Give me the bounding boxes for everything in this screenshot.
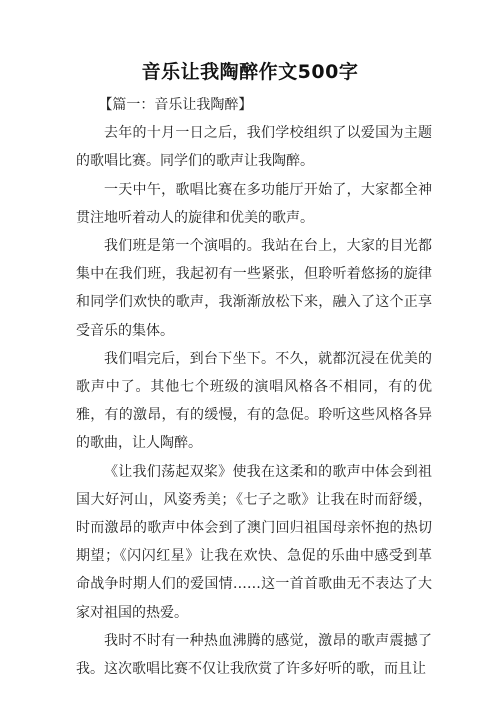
section-heading: 【篇一：音乐让我陶醉】 <box>98 97 253 113</box>
paragraph-3: 我们班是第一个演唱的。我站在台上，大家的目光都集中在我们班，我起初有一些紧张，但聆听着悠扬的旋律和同学们欢快的歌声，我渐渐放松下来，融入了这个正享受音乐的集体。 <box>76 238 432 339</box>
paragraph-5: 《让我们荡起双桨》使我在这柔和的歌声中体会到祖国大好河山，风姿秀美；《七子之歌》让我在时而舒缓，时而激昂的歌声中体会到了澳门回归祖国母亲怀抱的热切期望；《闪闪红星》让我在欢快、急促的乐曲中感受到革命战争时期人们的爱国情……这一首首歌曲无不表达了大家对祖国的热爱。 <box>76 463 432 621</box>
paragraph-1: 去年的十月一日之后，我们学校组织了以爱国为主题的歌唱比赛。同学们的歌声让我陶醉。 <box>76 125 432 170</box>
paragraph-4: 我们唱完后，到台下坐下。不久，就都沉浸在优美的歌声中了。其他七个班级的演唱风格各不相同，有的优雅，有的激昂，有的缓慢，有的急促。聆听这些风格各异的歌曲，让人陶醉。 <box>76 350 432 452</box>
paragraph-2: 一天中午，歌唱比赛在多功能厅开始了，大家都全神贯注地听着动人的旋律和优美的歌声。 <box>76 181 432 226</box>
paragraph-6: 我时不时有一种热血沸腾的感觉，激昂的歌声震撼了我。这次歌唱比赛不仅让我欣赏了许多好听的歌，而且让 <box>76 632 432 678</box>
essay-body <box>76 91 432 683</box>
document-title: 音乐让我陶醉作文500字 <box>141 61 359 83</box>
